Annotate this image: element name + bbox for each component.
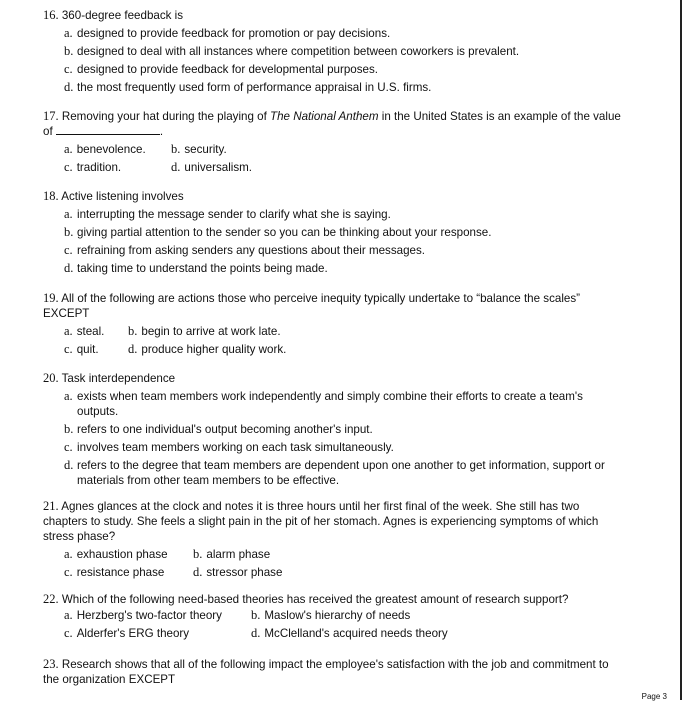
option-row: [43, 160, 623, 178]
answer-blank: [56, 124, 160, 135]
option-row: [43, 547, 623, 565]
option-b: b. begin to arrive at work late.: [128, 324, 281, 338]
question-23: [43, 657, 623, 688]
option-b: b. giving partial attention to the sender so you can be thinking about your response.: [64, 225, 492, 239]
option-d: d. McClelland's acquired needs theory: [251, 626, 448, 640]
option-d: d. refers to the degree that team members are dependent upon one another to get information, support or materials from other team members to be effective.: [64, 458, 605, 487]
option-c: c. designed to provide feedback for developmental purposes.: [64, 62, 378, 76]
question-stem: 19. All of the following are actions those who perceive inequity typically undertake to “balance the scales” EXCEPT: [43, 291, 581, 320]
question-stem: 18. Active listening involves: [43, 189, 184, 203]
option-d: d. produce higher quality work.: [128, 342, 287, 356]
option-c: c. quit.: [64, 342, 99, 356]
option-d: d. the most frequently used form of performance appraisal in U.S. firms.: [64, 80, 432, 94]
option-c: c. refraining from asking senders any questions about their messages.: [64, 243, 425, 257]
option-row: [43, 565, 623, 583]
question-stem: 22. Which of the following need-based theories has received the greatest amount of research support?: [43, 592, 569, 606]
option-b: b. Maslow's hierarchy of needs: [251, 608, 411, 622]
question-17: [43, 109, 623, 178]
option-row: [43, 608, 623, 626]
question-19: [43, 291, 623, 360]
option-c: c. involves team members working on each task simultaneously.: [64, 440, 394, 454]
option-a: a. exists when team members work independently and simply combine their efforts to create a team's outputs.: [64, 389, 583, 418]
option-d: d. stressor phase: [193, 565, 283, 579]
option-a: a. exhaustion phase: [64, 547, 168, 561]
question-21: [43, 499, 623, 583]
question-stem: 21. Agnes glances at the clock and notes it is three hours until her first final of the week. She still has two chapters to study. She feels a slight pain in the pit of her stomach. Agnes is experiencing symptoms of which stress phase?: [43, 499, 599, 543]
option-b: b. refers to one individual's output becoming another's input.: [64, 422, 373, 436]
option-a: a. interrupting the message sender to clarify what she is saying.: [64, 207, 391, 221]
option-b: b. security.: [171, 142, 227, 156]
option-c: c. Alderfer's ERG theory: [64, 626, 190, 640]
option-row: [43, 142, 623, 160]
option-c: c. tradition.: [64, 160, 122, 174]
question-stem: 17. Removing your hat during the playing of The National Anthem in the United States is an example of the value of .: [43, 109, 621, 138]
option-d: d. taking time to understand the points being made.: [64, 261, 328, 275]
page-right-border: [680, 0, 682, 700]
option-a: a. Herzberg's two-factor theory: [64, 608, 222, 622]
question-stem: 16. 360-degree feedback is: [43, 8, 184, 22]
question-stem: 20. Task interdependence: [43, 371, 176, 385]
question-18: [43, 189, 623, 276]
question-stem: 23. Research shows that all of the following impact the employee's satisfaction with the job and commitment to the organization EXCEPT: [43, 657, 609, 686]
question-20: [43, 371, 623, 488]
option-a: a. designed to provide feedback for promotion or pay decisions.: [64, 26, 391, 40]
option-b: b. alarm phase: [193, 547, 271, 561]
option-c: c. resistance phase: [64, 565, 165, 579]
option-a: a. benevolence.: [64, 142, 146, 156]
question-16: [43, 8, 623, 95]
option-row: [43, 626, 623, 644]
option-row: [43, 342, 623, 360]
page-number: Page 3: [641, 692, 667, 701]
option-row: [43, 324, 623, 342]
option-a: a. steal.: [64, 324, 105, 338]
option-b: b. designed to deal with all instances where competition between coworkers is prevalent.: [64, 44, 520, 58]
option-d: d. universalism.: [171, 160, 253, 174]
question-22: [43, 592, 623, 644]
